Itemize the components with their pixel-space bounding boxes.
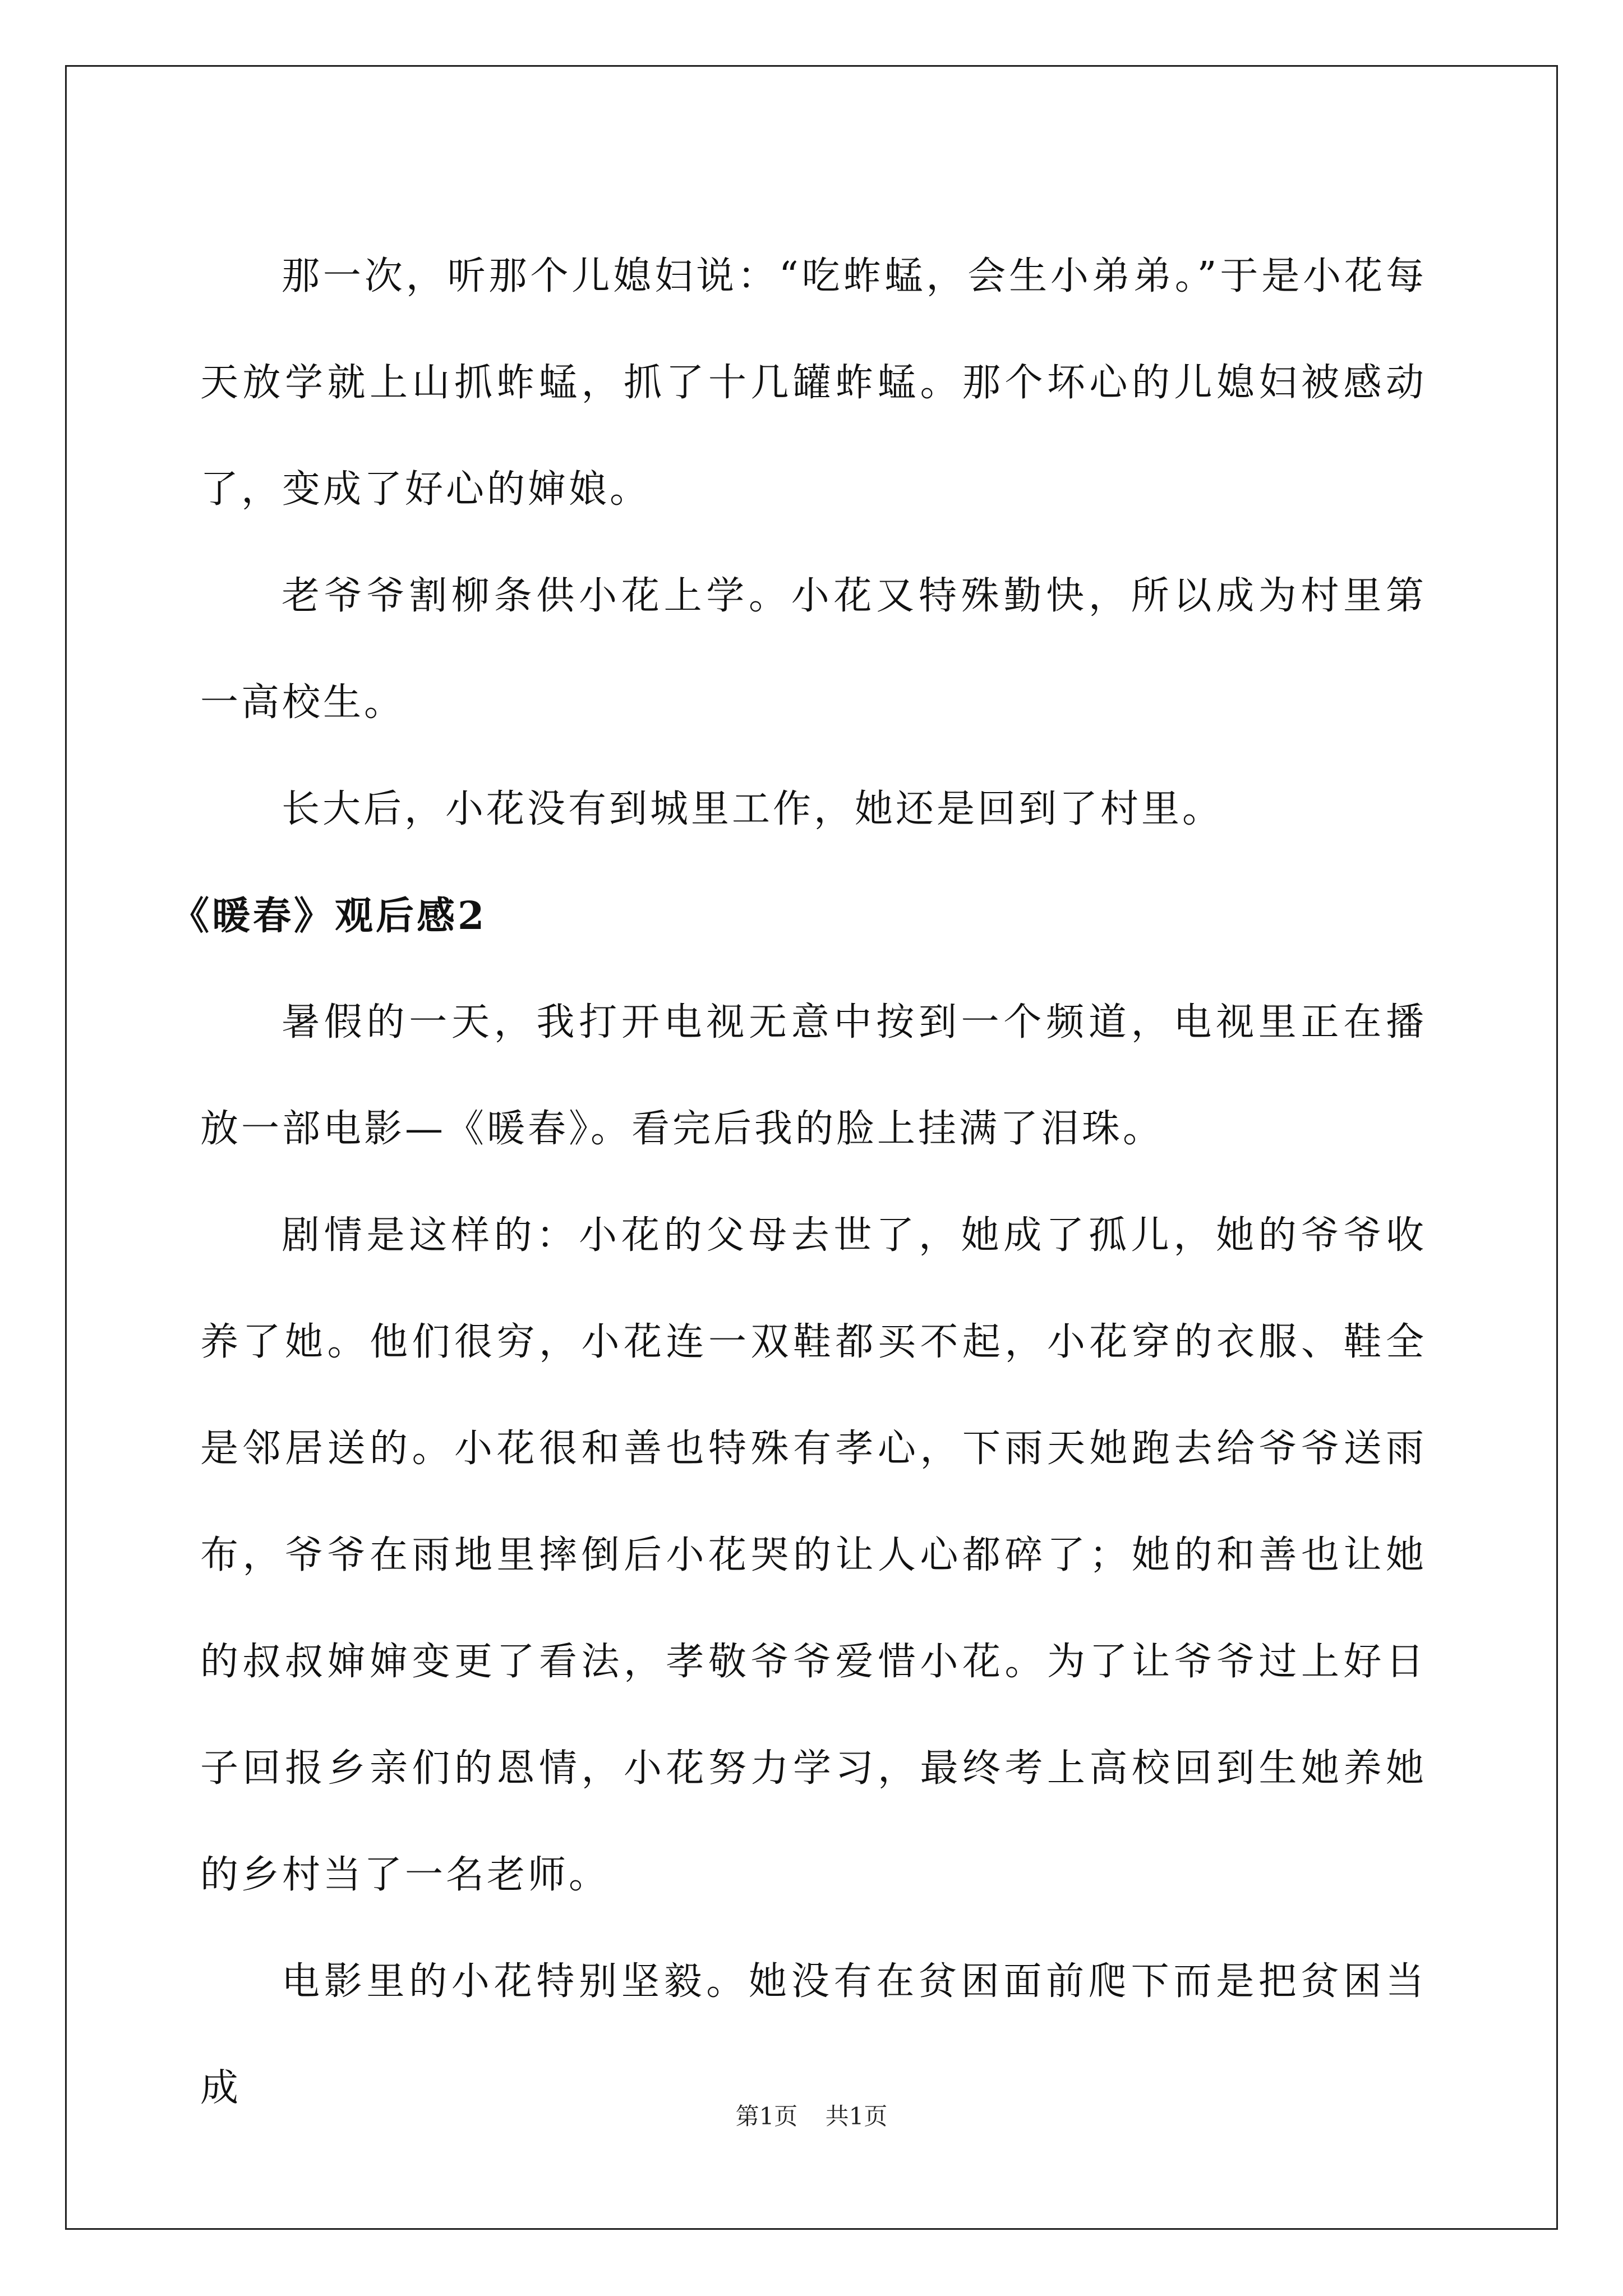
section-heading: 《暖春》观后感2 [171,894,487,938]
paragraph: 暑假的一天，我打开电视无意中按到一个频道，电视里正在播放一部电影—《暖春》。看完后我的脸上挂满了泪珠。 [200,1000,1427,1151]
paragraph: 老爷爷割柳条供小花上学。小花又特殊勤快，所以成为村里第一高校生。 [200,574,1427,725]
paragraph: 长大后，小花没有到城里工作，她还是回到了村里。 [282,787,1224,831]
document-body [171,223,1427,2142]
paragraph: 那一次，听那个儿媳妇说：“吃蚱蜢，会生小弟弟。”于是小花每天放学就上山抓蚱蜢，抓了十几罐蚱蜢。那个坏心的儿媳妇被感动了，变成了好心的婶娘。 [200,254,1427,512]
paragraph: 电影里的小花特别坚毅。她没有在贫困面前爬下而是把贫困当成 [200,1959,1427,2110]
paragraph: 剧情是这样的：小花的父母去世了，她成了孤儿，她的爷爷收养了她。他们很穷，小花连一双鞋都买不起，小花穿的衣服、鞋全是邻居送的。小花很和善也特殊有孝心，下雨天她跑去给爷爷送雨布，爷爷在雨地里摔倒后小花哭的让人心都碎了；她的和善也让她的叔叔婶婶变更了看法，孝敬爷爷爱惜小花。为了让爷爷过上好日子回报乡亲们的恩情，小花努力学习，最终考上高校回到生她养她的乡村当了一名老师。 [200,1213,1427,1897]
page-footer [0,2098,1623,2132]
page-total: 共1页 [825,2102,888,2130]
page-number: 第1页 [735,2102,798,2130]
